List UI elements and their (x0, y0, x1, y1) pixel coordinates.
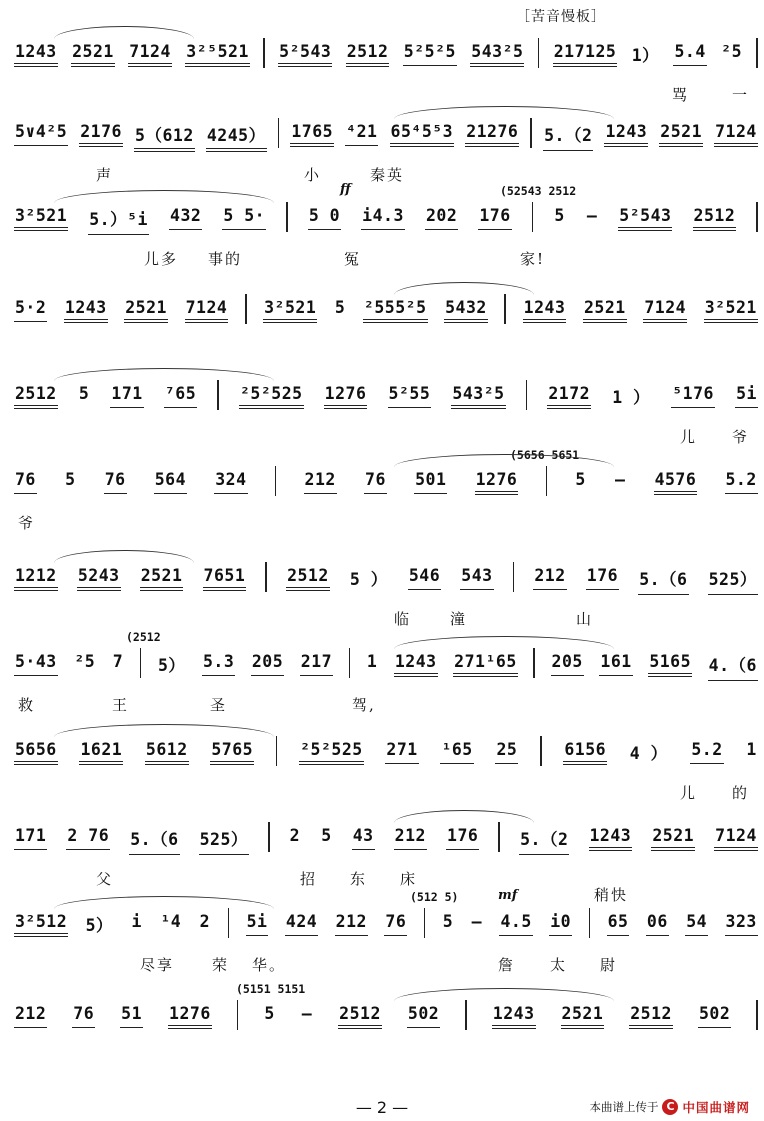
lyric-row (14, 782, 758, 802)
note-group: 5²55 (388, 384, 432, 408)
note-group: 543 (460, 566, 493, 590)
lyric-syllable: 的 (732, 784, 750, 802)
barline (349, 648, 351, 678)
note-group: 525） (708, 566, 758, 595)
note-group: 271 (385, 740, 418, 764)
note-group: 1276 (475, 470, 519, 495)
score-line (14, 808, 758, 886)
lyric-syllable: 小 (304, 166, 322, 184)
notation-row (14, 298, 758, 324)
note-group: 76 (384, 912, 407, 936)
note-group: 5243 (77, 566, 121, 591)
tempo-marking: ［苦音慢板］ (516, 9, 606, 25)
note-group: 5） (157, 656, 186, 675)
barline (538, 38, 540, 68)
note-group: 5 (78, 384, 90, 403)
lyric-row (14, 608, 758, 628)
note-group: 176 (478, 206, 511, 230)
note-group: 5.（6 (638, 566, 688, 595)
note-group: 2 76 (66, 826, 110, 850)
note-group: 4245） (206, 122, 267, 152)
note-group: 5765 (210, 740, 254, 765)
site-logo-text: 中国曲谱网 (682, 1100, 750, 1115)
slur-arc (394, 106, 614, 119)
grace-notes: (2512 (126, 630, 161, 644)
note-group: 212 (14, 1004, 47, 1028)
note-group: 5 ） (349, 570, 388, 589)
note-group: 6156 (563, 740, 607, 765)
slur-arc (54, 724, 274, 737)
note-group: ⁵176 (671, 384, 715, 408)
note-group: 217 (300, 652, 333, 676)
note-group: 5.（2 (543, 122, 593, 151)
note-group: 43 (352, 826, 375, 850)
note-group: 5165 (648, 652, 692, 677)
slur-arc (54, 190, 274, 203)
note-group: 271¹65 (453, 652, 518, 677)
barline (526, 380, 528, 410)
lyric-syllable: 床 (400, 870, 418, 888)
note-group: 5） (85, 916, 114, 935)
note-group: 5612 (145, 740, 189, 765)
note-group: 5（612 (134, 122, 195, 152)
note-group: 4576 (654, 470, 698, 495)
note-group: i (131, 912, 142, 931)
barline (265, 562, 267, 592)
note-group: ⁷65 (164, 384, 197, 408)
notation-row (14, 384, 758, 410)
note-group: 5 (321, 826, 332, 845)
barline (245, 294, 247, 324)
note-group: 205 (251, 652, 284, 676)
notation-row (14, 42, 758, 68)
lyric-syllable: 爷 (732, 428, 750, 446)
note-group: 4 ） (629, 744, 668, 763)
notation-row (14, 912, 758, 938)
note-group: 432 (169, 206, 202, 230)
score-line (14, 630, 758, 714)
note-group: 5²5²5 (403, 42, 457, 66)
score-line (14, 982, 758, 1064)
note-group: 25 (495, 740, 518, 764)
dash-extension: — (301, 1004, 313, 1023)
note-group: 5 (575, 470, 586, 489)
note-group: 5.（2 (519, 826, 569, 855)
slur-arc (394, 988, 614, 1001)
lyric-syllable: 儿 (680, 428, 698, 446)
note-group: 1） (631, 46, 660, 65)
note-group: 5·43 (14, 652, 58, 676)
note-group: 5 5· (222, 206, 266, 230)
note-group: 1243 (523, 298, 567, 323)
grace-notes: (512 5) (410, 890, 459, 904)
lyric-syllable: 父 (96, 870, 114, 888)
grace-notes: (5151 5151 (236, 982, 306, 996)
note-group: ²5 (721, 42, 743, 61)
score-line (14, 24, 758, 102)
note-group: 4.5 (499, 912, 532, 936)
lyric-syllable: 王 (112, 696, 130, 714)
barline (424, 908, 426, 938)
note-group: 5i (735, 384, 758, 408)
note-group: 4.（6 (708, 652, 758, 681)
note-group: 5.2 (690, 740, 723, 764)
note-group: 5 (442, 912, 454, 931)
lyric-syllable: 荣 (212, 956, 230, 974)
score-line (14, 548, 758, 626)
slur-arc (54, 550, 194, 563)
note-group: 3²512 (14, 912, 68, 937)
note-group: 2172 (547, 384, 591, 409)
note-group: 7124 (714, 826, 758, 851)
note-group: 424 (285, 912, 318, 936)
page-number: — 2 — (355, 1098, 409, 1117)
lyric-syllable: 华。 (252, 956, 287, 974)
note-group: 5 (264, 1004, 275, 1023)
lyric-syllable: 一 (732, 86, 750, 104)
note-group: 205 (551, 652, 584, 676)
note-group: 51 (120, 1004, 143, 1028)
note-group: 324 (214, 470, 247, 494)
note-group: 5 (334, 298, 346, 317)
note-group: 5i (246, 912, 269, 936)
note-group: 212 (394, 826, 427, 850)
note-group: 1765 (290, 122, 334, 147)
lyric-row (14, 1046, 758, 1066)
note-group: 5656 (14, 740, 58, 765)
note-group: 2176 (79, 122, 123, 147)
notation-row (14, 122, 758, 148)
note-group: 2512 (693, 206, 737, 231)
barline (504, 294, 506, 324)
note-group: 5 (65, 470, 76, 489)
barline (140, 648, 142, 678)
note-group: 5432 (444, 298, 488, 323)
score-line (14, 722, 758, 800)
barline (276, 736, 278, 766)
note-group: 502 (407, 1004, 440, 1028)
lyric-syllable: 潼 (450, 610, 468, 628)
note-group: 2 (289, 826, 301, 845)
barline (498, 822, 500, 852)
note-group: 06 (646, 912, 669, 936)
lyric-syllable: 圣 (210, 696, 228, 714)
dash-extension: — (471, 912, 483, 931)
lyric-syllable: 家! (520, 250, 546, 268)
note-group: 65⁴5⁵3 (390, 122, 455, 147)
note-group: 2 (199, 912, 211, 931)
note-group: 546 (408, 566, 441, 590)
barline (532, 202, 534, 232)
note-group: 1276 (324, 384, 368, 409)
note-group: 176 (446, 826, 479, 850)
note-group: 5.4 (673, 42, 706, 66)
notation-row (14, 1004, 758, 1030)
note-group: 525） (199, 826, 249, 855)
note-group: 176 (586, 566, 619, 590)
note-group: 1276 (168, 1004, 212, 1029)
score-line (14, 104, 758, 182)
lyric-row (14, 164, 758, 184)
note-group: 543²5 (451, 384, 505, 409)
barline (465, 1000, 467, 1030)
note-group: 5.）⁵i (88, 206, 149, 235)
note-group: ²5²525 (239, 384, 304, 409)
note-group: 3²521 (14, 206, 68, 231)
note-group: i0 (549, 912, 572, 936)
note-group: 2512 (338, 1004, 382, 1029)
score-line (14, 886, 758, 974)
notation-row (14, 826, 758, 852)
barline (756, 1000, 758, 1030)
note-group: 5 (554, 206, 565, 225)
barline (756, 202, 758, 232)
lyric-syllable: 声 (96, 166, 114, 184)
barline (278, 118, 280, 148)
dash-extension: — (614, 470, 626, 489)
note-group: 5.2 (725, 470, 758, 494)
note-group: 5 0 (308, 206, 341, 230)
lyric-syllable: 爷 (18, 514, 36, 532)
dynamic-marking: ff (340, 182, 351, 197)
note-group: 171 (110, 384, 143, 408)
score-line (14, 182, 758, 268)
note-group: 171 (14, 826, 47, 850)
lyric-syllable: 詹 (498, 956, 516, 974)
note-group: 1212 (14, 566, 58, 591)
lyric-row (14, 868, 758, 888)
lyric-syllable: 事的 (208, 250, 243, 268)
note-group: 3²521 (704, 298, 758, 323)
lyric-syllable: 驾, (352, 696, 376, 714)
barline (540, 736, 542, 766)
note-group: 2512 (346, 42, 390, 67)
notation-row (14, 652, 758, 678)
barline (237, 1000, 239, 1030)
note-group: 7124 (185, 298, 229, 323)
note-group: 2521 (561, 1004, 605, 1029)
note-group: 212 (533, 566, 566, 590)
notation-row (14, 206, 758, 232)
note-group: ²5 (74, 652, 96, 671)
note-group: ²555²5 (363, 298, 428, 323)
lyric-syllable: 招 (300, 870, 318, 888)
note-group: 5²543 (618, 206, 672, 231)
note-group: 2512 (286, 566, 330, 591)
barline (589, 908, 591, 938)
note-group: 1243 (492, 1004, 536, 1029)
lyric-syllable: 东 (350, 870, 368, 888)
note-group: 1243 (64, 298, 108, 323)
note-group: 76 (14, 470, 37, 494)
lyric-syllable: 骂 (672, 86, 690, 104)
notation-row (14, 470, 758, 496)
slur-arc (394, 282, 534, 295)
slur-arc (54, 26, 194, 39)
note-group: 1243 (394, 652, 438, 677)
lyric-syllable: 太 (550, 956, 568, 974)
note-group: 502 (698, 1004, 731, 1028)
note-group: 7124 (714, 122, 758, 147)
note-group: 1 (366, 652, 378, 671)
note-group: 76 (364, 470, 387, 494)
note-group: 1 (746, 740, 757, 759)
lyric-row (14, 694, 758, 714)
lyric-syllable: 秦英 (370, 166, 405, 184)
slur-arc (394, 454, 614, 467)
barline (530, 118, 532, 148)
grace-notes: (52543 2512 (500, 184, 577, 198)
dynamic-marking: mf (498, 888, 518, 903)
slur-arc (394, 636, 614, 649)
barline (275, 466, 277, 496)
score-line (14, 280, 758, 358)
slur-arc (394, 810, 534, 823)
note-group: 212 (335, 912, 368, 936)
barline (756, 38, 758, 68)
lyric-syllable: 救 (18, 696, 36, 714)
note-group: 1243 (604, 122, 648, 147)
note-group: 2521 (651, 826, 695, 851)
lyric-syllable: 儿 (680, 784, 698, 802)
note-group: 323 (725, 912, 758, 936)
note-group: 1 ） (612, 388, 651, 407)
note-group: ¹65 (440, 740, 473, 764)
score-line (14, 448, 758, 532)
barline (513, 562, 515, 592)
note-group: i4.3 (361, 206, 405, 230)
slur-arc (54, 896, 274, 909)
note-group: 76 (104, 470, 127, 494)
barline (533, 648, 535, 678)
site-logo-icon: C (662, 1099, 678, 1115)
note-group: 2512 (629, 1004, 673, 1029)
note-group: 2521 (140, 566, 184, 591)
note-group: 7 (112, 652, 124, 671)
lyric-syllable: 尉 (600, 956, 618, 974)
note-group: 202 (425, 206, 458, 230)
barline (217, 380, 219, 410)
lyric-syllable: 山 (576, 610, 594, 628)
lyric-row (14, 340, 758, 360)
note-group: 564 (154, 470, 187, 494)
note-group: 212 (304, 470, 337, 494)
grace-notes: (5656 5651 (510, 448, 580, 462)
note-group: 2521 (583, 298, 627, 323)
note-group: 217125 (553, 42, 618, 67)
score-line (14, 366, 758, 444)
note-group: 1621 (79, 740, 123, 765)
note-group: 5∨4²5 (14, 122, 68, 146)
note-group: 7124 (128, 42, 172, 67)
lyric-row (14, 248, 758, 268)
note-group: 7651 (203, 566, 247, 591)
barline (546, 466, 548, 496)
note-group: 1243 (589, 826, 633, 851)
footer-credit (589, 1098, 750, 1116)
barline (228, 908, 230, 938)
barline (263, 38, 265, 68)
note-group: 2512 (14, 384, 58, 409)
note-group: 65 (607, 912, 630, 936)
note-group: 2521 (659, 122, 703, 147)
lyric-row (14, 954, 758, 974)
note-group: 2521 (124, 298, 168, 323)
note-group: 3²⁵521 (185, 42, 250, 67)
dash-extension: — (586, 206, 598, 225)
note-group: 76 (72, 1004, 95, 1028)
barline (268, 822, 270, 852)
note-group: 161 (599, 652, 632, 676)
notation-row (14, 566, 758, 592)
lyric-syllable: 尽享 (140, 956, 175, 974)
note-group: 5·2 (14, 298, 47, 322)
note-group: 1243 (14, 42, 58, 67)
note-group: ⁴21 (345, 122, 378, 146)
lyric-syllable: 儿多 (144, 250, 179, 268)
notation-row (14, 740, 758, 766)
note-group: 3²521 (263, 298, 317, 323)
note-group: ²5²525 (299, 740, 364, 765)
lyric-row (14, 426, 758, 446)
lyric-syllable: 临 (394, 610, 412, 628)
lyric-syllable: 冤 (344, 250, 362, 268)
note-group: 54 (685, 912, 708, 936)
note-group: 5.（6 (129, 826, 179, 855)
barline (286, 202, 288, 232)
note-group: 5.3 (202, 652, 235, 676)
credit-text: 本曲谱上传于 (589, 1100, 659, 1114)
lyric-row (14, 512, 758, 532)
note-group: 543²5 (470, 42, 524, 67)
note-group: ¹4 (160, 912, 182, 931)
note-group: 21276 (465, 122, 519, 147)
note-group: 5²543 (278, 42, 332, 67)
lyric-row (14, 84, 758, 104)
slur-arc (54, 368, 274, 381)
tempo-change: 稍快 (594, 886, 629, 904)
note-group: 2521 (71, 42, 115, 67)
note-group: 7124 (643, 298, 687, 323)
note-group: 501 (414, 470, 447, 494)
